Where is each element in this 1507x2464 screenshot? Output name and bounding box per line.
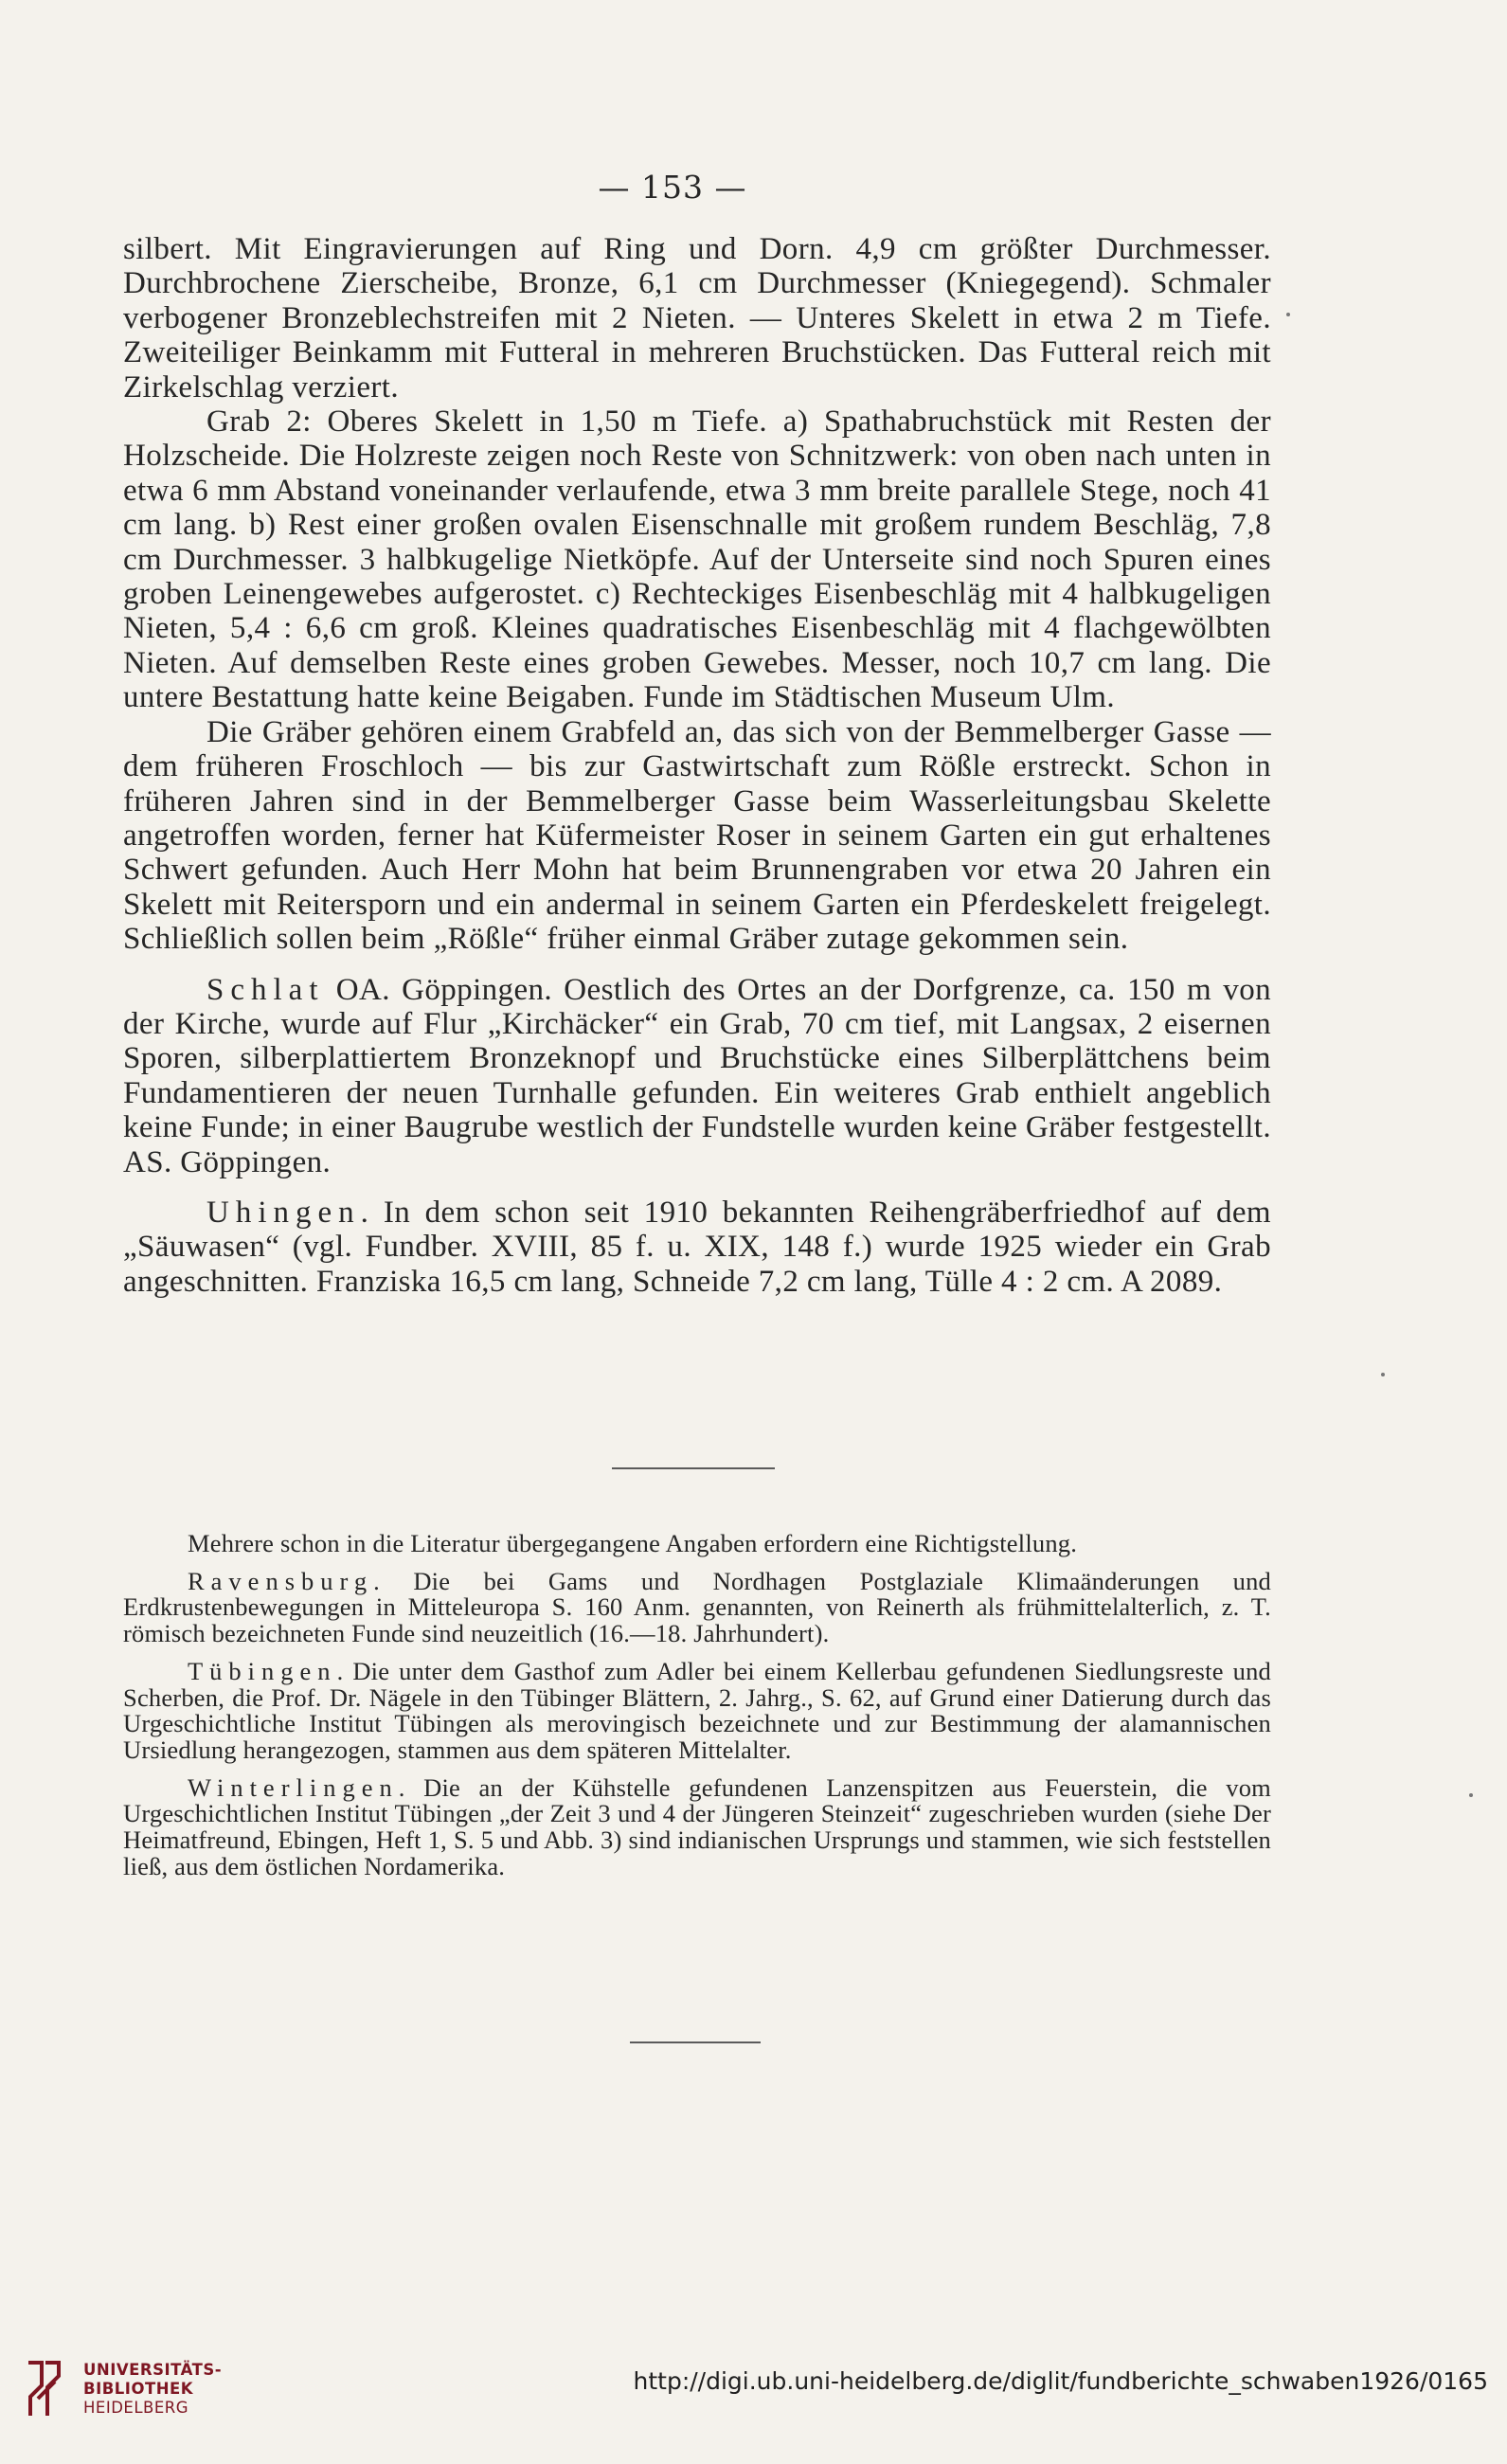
library-line-3: HEIDELBERG [83,2399,189,2417]
main-text [123,232,1271,1299]
library-name [83,2361,222,2418]
heidelberg-library-logo-icon [21,2357,66,2419]
main-paragraph [123,232,1271,405]
place-name: Tübingen [188,1656,337,1685]
place-name: Uhingen [206,1195,361,1230]
end-divider [630,2041,761,2043]
main-paragraph [123,1196,1271,1299]
paragraph-text: Grab 2: Oberes Skelett in 1,50 m Tiefe. a) Spathabruchstück mit Resten der Holzscheide. Die Holzreste zeigen noch Reste von Schnitzwerk: von oben nach unten in etwa 6 mm Abstand voneinander verlaufende, etwa 3 mm breite parallele Stege, noch 41 cm lang. b) Rest einer großen ovalen Eisenschnalle mit großem rundem Beschläg, 7,8 cm Durchmesser. 3 halbkugelige Nietköpfe. Auf der Unterseite sind noch Spuren eines groben Leinengewebes aufgerostet. c) Rechteckiges Eisenbeschläg mit 4 halbkugeligen Nieten, 5,4 : 6,6 cm groß. Kleines quadratisches Eisenbeschläg mit 4 flachgewölbten Nieten. Auf demselben Reste eines groben Gewebes. Messer, noch 10,7 cm lang. Die untere Bestattung hatte keine Beigaben. Funde im Städtischen Museum Ulm. [123,405,1271,715]
main-paragraph [123,405,1271,715]
scan-speck [1469,1793,1473,1797]
note-paragraph [123,1656,1271,1764]
main-paragraph [123,973,1271,1179]
paragraph-text: silbert. Mit Eingravierungen auf Ring und Dorn. 4,9 cm größter Durchmesser. Durchbrochene Zierscheibe, Bronze, 6,1 cm Durchmesser (Kniegegend). Schmaler verbogener Bronzeblechstreifen mit 2 Nieten. — Unteres Skelett in etwa 2 m Tiefe. Zweiteiliger Beinkamm mit Futteral in mehreren Bruchstücken. Das Futteral reich mit Zirkelschlag verziert. [123,232,1271,405]
library-line-2: BIBLIOTHEK [83,2380,194,2398]
corrections-notes [123,1531,1271,1879]
footer [0,2347,1507,2464]
place-name: Winterlingen [188,1772,399,1802]
paragraph-text: Die Gräber gehören einem Grabfeld an, das sich von der Bemmelberger Gasse — dem früheren Froschloch — bis zur Gastwirtschaft zum Rößle erstreckt. Schon in früheren Jahren sind in der Bemmelberger Gasse beim Wasserleitungsbau Skelette angetroffen worden, ferner hat Küfermeister Roser in seinem Garten ein gut erhaltenes Schwert gefunden. Auch Herr Mohn hat beim Brunnengraben vor etwa 20 Jahren ein Skelett mit Reitersporn und ein andermal in seinem Garten ein Pferdeskelett freigelegt. Schließlich sollen beim „Rößle“ früher einmal Gräber zutage gekommen sein. [123,714,1271,957]
section-divider [612,1467,775,1469]
note-paragraph [123,1531,1271,1557]
paragraph-text: OA. Göppingen. Oestlich des Ortes an der Dorfgrenze, ca. 150 m von der Kirche, wurde auf Flur „Kirchäcker“ ein Grab, 70 cm tief, mit Langsax, 2 eisernen Sporen, silberplattiertem Bronzeknopf und Bruchstücke eines Silberplättchens beim Fundamentieren der neuen Turnhalle gefunden. Ein weiteres Grab enthielt angeblich keine Funde; in einer Baugrube westlich der Fundstelle wurden keine Gräber festgestellt. AS. Göppingen. [123,972,1271,1179]
library-line-1: UNIVERSITÄTS- [83,2361,223,2379]
scan-speck [1286,313,1290,316]
scan-speck [1381,1373,1385,1376]
place-name: Ravensburg [188,1566,374,1595]
paragraph-text: . Die an der Kühstelle gefundenen Lanzenspitzen aus Feuerstein, die vom Urgeschichtlichen Institut Tübingen „der Zeit 3 und 4 der Jüngeren Steinzeit“ zugeschrieben wurden (siehe Der Heimatfreund, Ebingen, Heft 1, S. 5 und Abb. 3) sind indianischen Ursprungs und stammen, wie sich feststellen ließ, aus dem östlichen Nordamerika. [123,1772,1271,1880]
note-paragraph [123,1772,1271,1880]
note-paragraph [123,1566,1271,1648]
main-paragraph [123,715,1271,957]
page-number: — 153 — [598,169,747,206]
source-url-link[interactable]: http://digi.ub.uni-heidelberg.de/diglit/fundberichte_schwaben1926/0165 [633,2367,1488,2395]
paragraph-text: . Die bei Gams und Nordhagen Postglaziale Klimaänderungen und Erdkrustenbewegungen in Mitteleuropa S. 160 Anm. genannten, von Reinerth als frühmittelalterlich, z. T. römisch bezeichneten Funde sind neuzeitlich (16.—18. Jahrhundert). [123,1566,1271,1648]
paragraph-text: . Die unter dem Gasthof zum Adler bei einem Kellerbau gefundenen Siedlungsreste und Scherben, die Prof. Dr. Nägele in den Tübinger Blättern, 2. Jahrg., S. 62, auf Grund einer Datierung durch das Urgeschichtliche Institut Tübingen als merovingisch bezeichnete und zur Bestimmung der alamannischen Ursiedlung herangezogen, stammen aus dem späteren Mittelalter. [123,1656,1271,1764]
paragraph-text: . In dem schon seit 1910 bekannten Reihengräberfriedhof auf dem „Säuwasen“ (vgl. Fundber. XVIII, 85 f. u. XIX, 148 f.) wurde 1925 wieder ein Grab angeschnitten. Franziska 16,5 cm lang, Schneide 7,2 cm lang, Tülle 4 : 2 cm. A 2089. [123,1195,1271,1299]
paragraph-text: Mehrere schon in die Literatur übergegangene Angaben erfordern eine Richtigstellung. [188,1529,1078,1557]
place-name: Schlat [206,972,325,1007]
